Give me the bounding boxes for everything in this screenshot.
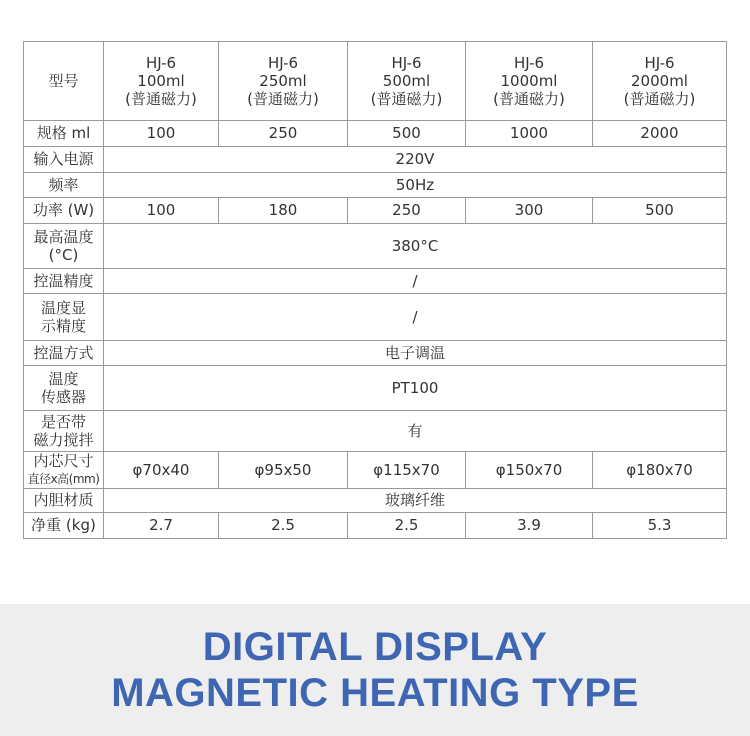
model-type: (普通磁力) (370, 90, 443, 108)
model-capacity: 500ml (382, 72, 431, 90)
row-label-line: 是否带 (40, 413, 86, 431)
row-label: 内胆材质 (24, 489, 104, 513)
row-label-line: 温度显 (40, 299, 86, 317)
row-label-line: 磁力搅拌 (33, 431, 94, 449)
control-mode-row (24, 341, 727, 366)
inner-size-row (24, 452, 727, 489)
control-mode-value: 电子调温 (104, 341, 727, 366)
row-label (24, 452, 104, 489)
temp-accuracy-row (24, 269, 727, 294)
model-name: HJ-6 (267, 54, 299, 72)
row-label-line: 内芯尺寸 (33, 452, 94, 470)
model-type: (普通磁力) (493, 90, 565, 108)
frequency-value: 50Hz (104, 173, 727, 198)
model-type: (普通磁力) (247, 90, 319, 108)
sensor-row (24, 366, 727, 411)
row-label: 规格 ml (24, 121, 104, 147)
model-name: HJ-6 (644, 54, 675, 72)
row-label: 输入电源 (24, 147, 104, 173)
model-capacity: 2000ml (631, 72, 688, 90)
power-value: 250 (348, 198, 466, 224)
banner-title-line-2: MAGNETIC HEATING TYPE (111, 671, 639, 715)
power-value: 100 (104, 198, 219, 224)
row-label: 频率 (24, 173, 104, 198)
spec-value: 500 (348, 121, 466, 147)
net-weight-value: 5.3 (593, 513, 727, 539)
magnetic-stir-value: 有 (104, 411, 727, 452)
net-weight-value: 2.5 (348, 513, 466, 539)
model-capacity: 100ml (137, 72, 185, 90)
power-value: 300 (466, 198, 593, 224)
net-weight-value: 2.5 (219, 513, 348, 539)
net-weight-value: 2.7 (104, 513, 219, 539)
spec-table (23, 41, 727, 539)
spec-value: 1000 (466, 121, 593, 147)
banner (0, 604, 750, 736)
row-label (24, 411, 104, 452)
model-name: HJ-6 (513, 54, 545, 72)
row-label: 功率 (W) (24, 198, 104, 224)
spec-value: 100 (104, 121, 219, 147)
net-weight-row (24, 513, 727, 539)
row-label-line: 直径x高(mm) (27, 472, 100, 486)
row-label-line: (°C) (48, 246, 79, 264)
banner-title-line-1: DIGITAL DISPLAY (202, 625, 548, 669)
model-type: (普通磁力) (623, 90, 696, 108)
row-label (24, 366, 104, 411)
net-weight-value: 3.9 (466, 513, 593, 539)
display-accuracy-value: / (104, 294, 727, 341)
spec-value: 2000 (593, 121, 727, 147)
magnetic-stir-row (24, 411, 727, 452)
row-label: 净重 (kg) (24, 513, 104, 539)
power-value: 500 (593, 198, 727, 224)
row-label: 控温方式 (24, 341, 104, 366)
liner-material-row (24, 489, 727, 513)
row-label: 控温精度 (24, 269, 104, 294)
row-label-line: 最高温度 (33, 228, 94, 246)
power-row (24, 198, 727, 224)
row-label-line: 传感器 (40, 388, 86, 406)
row-label (24, 294, 104, 341)
model-cell (466, 42, 593, 121)
max-temp-row (24, 224, 727, 269)
frequency-row (24, 173, 727, 198)
row-label (24, 224, 104, 269)
power-value: 180 (219, 198, 348, 224)
row-label-line: 示精度 (40, 317, 86, 335)
spec-value: 250 (219, 121, 348, 147)
model-name: HJ-6 (145, 54, 177, 72)
model-cell (219, 42, 348, 121)
temp-accuracy-value: / (104, 269, 727, 294)
max-temp-value: 380°C (104, 224, 727, 269)
model-cell (348, 42, 466, 121)
model-name: HJ-6 (391, 54, 422, 72)
spec-row (24, 121, 727, 147)
model-capacity: 1000ml (500, 72, 558, 90)
model-header-label: 型号 (24, 42, 104, 121)
inner-size-value: φ115x70 (348, 452, 466, 489)
display-accuracy-row (24, 294, 727, 341)
inner-size-value: φ70x40 (104, 452, 219, 489)
row-label-line: 温度 (48, 370, 79, 388)
voltage-row (24, 147, 727, 173)
model-cell (593, 42, 727, 121)
inner-size-value: φ180x70 (593, 452, 727, 489)
inner-size-value: φ95x50 (219, 452, 348, 489)
liner-material-value: 玻璃纤维 (104, 489, 727, 513)
voltage-value: 220V (104, 147, 727, 173)
model-capacity: 250ml (259, 72, 307, 90)
model-cell (104, 42, 219, 121)
model-type: (普通磁力) (125, 90, 197, 108)
sensor-value: PT100 (104, 366, 727, 411)
inner-size-value: φ150x70 (466, 452, 593, 489)
header-row (24, 42, 727, 121)
